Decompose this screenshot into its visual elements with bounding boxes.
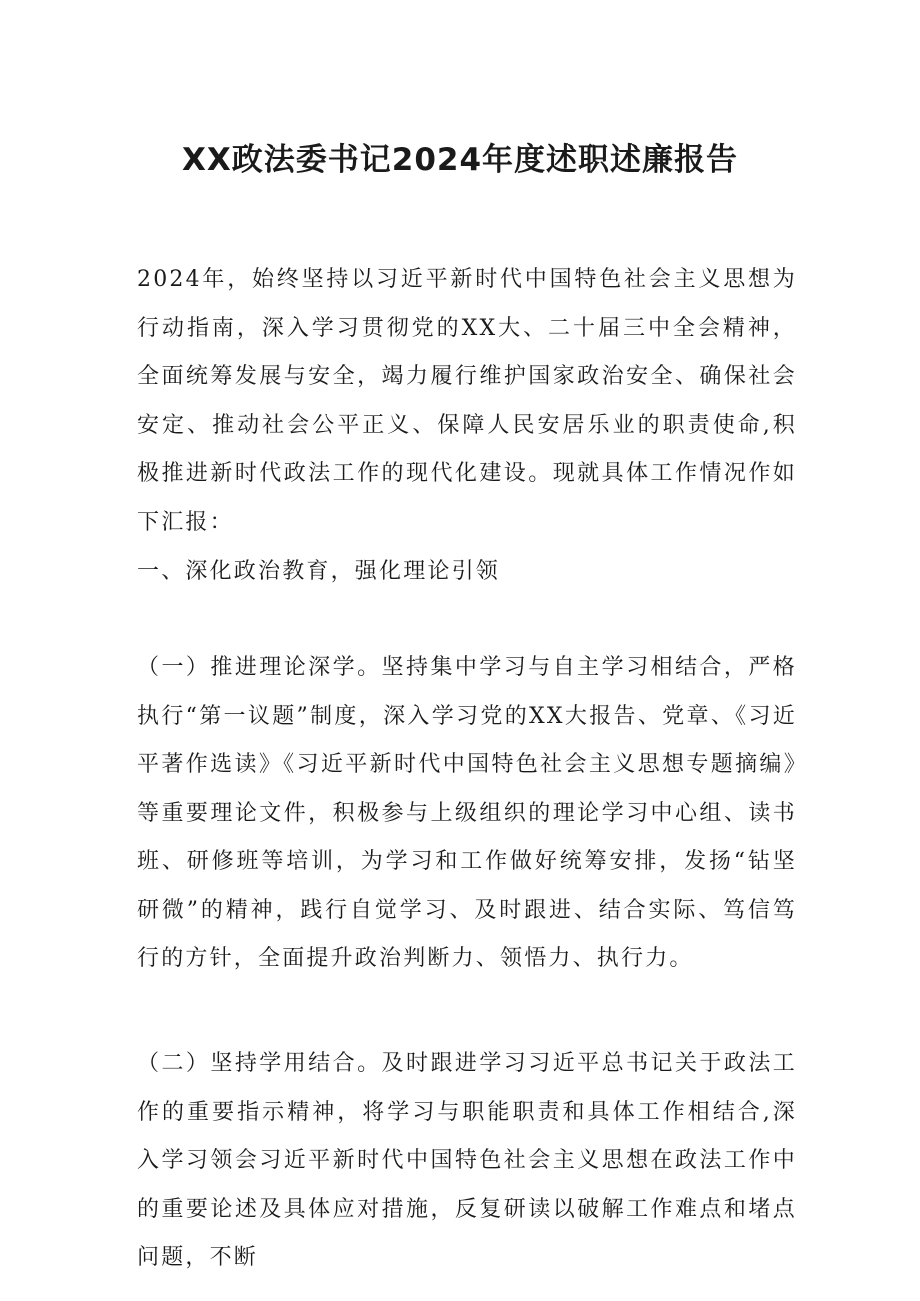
body-paragraph: （一）推进理论深学。坚持集中学习与自主学习相结合，严格执行“第一议题”制度，深入学习党的XX大报告、党章、《习近平著作选读》《习近平新时代中国特色社会主义思想专题摘编》等重要理论文件，积极参与上级组织的理论学习中心组、读书班、研修班等培训，为学习和工作做好统筹安排，发扬“钻坚研微”的精神，践行自觉学习、及时跟进、结合实际、笃信笃行的方针，全面提升政治判断力、领悟力、执行力。: [137, 655, 797, 971]
body-paragraph: （二）坚持学用结合。及时跟进学习习近平总书记关于政法工作的重要指示精神，将学习与职能职责和具体工作相结合,深入学习领会习近平新时代中国特色社会主义思想在政法工作中的重要论述及具体应对措施，反复研读以破解工作难点和堵点问题，不断: [137, 1051, 797, 1270]
document-title: XX政法委书记2024年度述职述廉报告: [181, 142, 739, 178]
section-heading: 一、深化政治教育，强化理论引领: [137, 559, 501, 584]
intro-paragraph: 2024年，始终坚持以习近平新时代中国特色社会主义思想为行动指南，深入学习贯彻党的XX大、二十届三中全会精神，全面统筹发展与安全，竭力履行维护国家政治安全、确保社会安定、推动社会公平正义、保障人民安居乐业的职责使命,积极推进新时代政法工作的现代化建设。现就具体工作情况作如下汇报：: [137, 267, 797, 535]
